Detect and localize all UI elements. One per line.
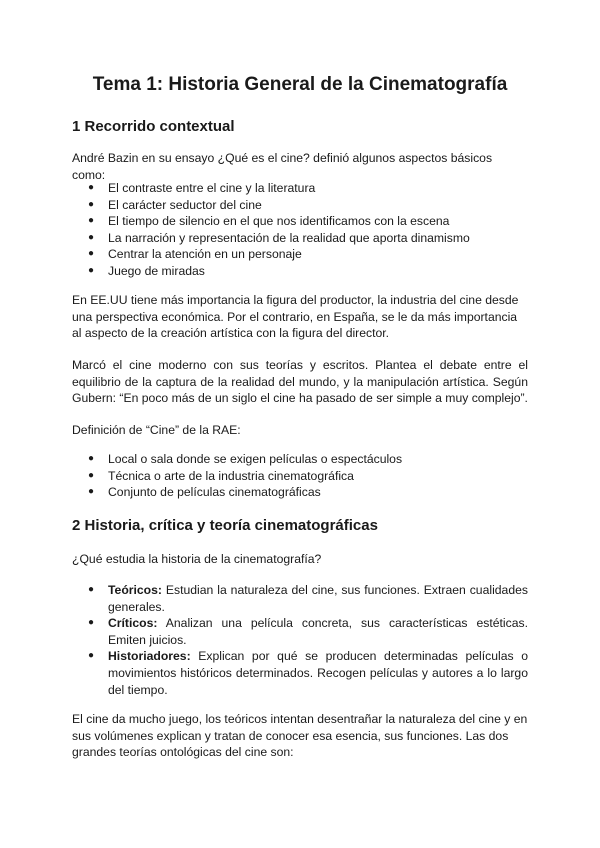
list-item [72, 582, 528, 615]
document-title: Tema 1: Historia General de la Cinematografía [92, 74, 508, 95]
rae-definition-list [72, 451, 528, 501]
bullet-icon: ● [88, 215, 95, 227]
bullet-icon: ● [88, 486, 95, 498]
bullet-icon: ● [88, 650, 95, 662]
list-item: ● El carácter seductor del cine [88, 197, 262, 212]
bullet-icon: ● [88, 264, 95, 276]
list-item: ● La narración y representación de la realidad que aporta dinamismo [88, 230, 470, 245]
bazin-aspects-list [72, 180, 528, 280]
paragraph-modern-cinema: Marcó el cine moderno con sus teorías y escritos. Plantea el debate entre el equilibrio de la captura de la realidad del mundo, y la manipulación artística. Según Gubern: “En poco más de un siglo el cine ha pasado de ser simple a muy complejo”. [72, 358, 528, 406]
list-item: ● Local o sala donde se exigen películas o espectáculos [88, 452, 403, 466]
bullet-icon: ● [88, 198, 95, 210]
list-item [72, 648, 528, 698]
role-description: Analizan una película concreta, sus características estéticas. Emiten juicios. [108, 616, 528, 647]
list-item: ● Centrar la atención en un personaje [88, 247, 302, 262]
section-1-intro: André Bazin en su ensayo ¿Qué es el cine? definió algunos aspectos básicos como: [72, 151, 493, 182]
role-description: Explican por qué se producen determinadas películas o movimientos históricos determinados. Recogen películas y autores a lo largo del tiempo. [108, 649, 528, 697]
list-item: ● El contraste entre el cine y la literatura [88, 181, 316, 195]
bullet-icon: ● [88, 469, 95, 481]
role-term: Teóricos: [108, 583, 162, 597]
rae-definition-intro: Definición de “Cine” de la RAE: [72, 423, 241, 437]
roles-list [72, 582, 528, 698]
role-description: Estudian la naturaleza del cine, sus funciones. Extraen cualidades generales. [108, 583, 528, 614]
list-item: ● El tiempo de silencio en el que nos identificamos con la escena [88, 214, 450, 229]
list-item [72, 615, 528, 648]
bullet-icon: ● [88, 453, 95, 464]
section-2-question: ¿Qué estudia la historia de la cinematografía? [72, 552, 322, 566]
paragraph-producer: En EE.UU tiene más importancia la figura del productor, la industria del cine desde una perspectiva económica. Por el contrario, en España, se le da más importancia al aspecto de la creación artística con la figura del director. [72, 293, 519, 341]
section-1-heading: 1 Recorrido contextual [72, 118, 235, 135]
bullet-icon: ● [88, 248, 95, 260]
list-item: ● Conjunto de películas cinematográficas [88, 485, 321, 500]
role-term: Críticos: [108, 616, 158, 631]
list-item: ● Juego de miradas [88, 263, 205, 278]
paragraph-theories: El cine da mucho juego, los teóricos intentan desentrañar la naturaleza del cine y en sus volúmenes explican y tratan de conocer esa esencia, sus funciones. Las dos grandes teorías ontológicas del cine son: [72, 712, 528, 760]
bullet-icon: ● [88, 231, 95, 243]
list-item: ● Técnica o arte de la industria cinematográfica [88, 468, 354, 483]
bullet-icon: ● [88, 182, 95, 193]
bullet-icon: ● [88, 617, 95, 629]
bullet-icon: ● [88, 584, 95, 595]
section-2-heading: 2 Historia, crítica y teoría cinematográficas [72, 517, 378, 534]
role-term: Historiadores: [108, 649, 191, 664]
